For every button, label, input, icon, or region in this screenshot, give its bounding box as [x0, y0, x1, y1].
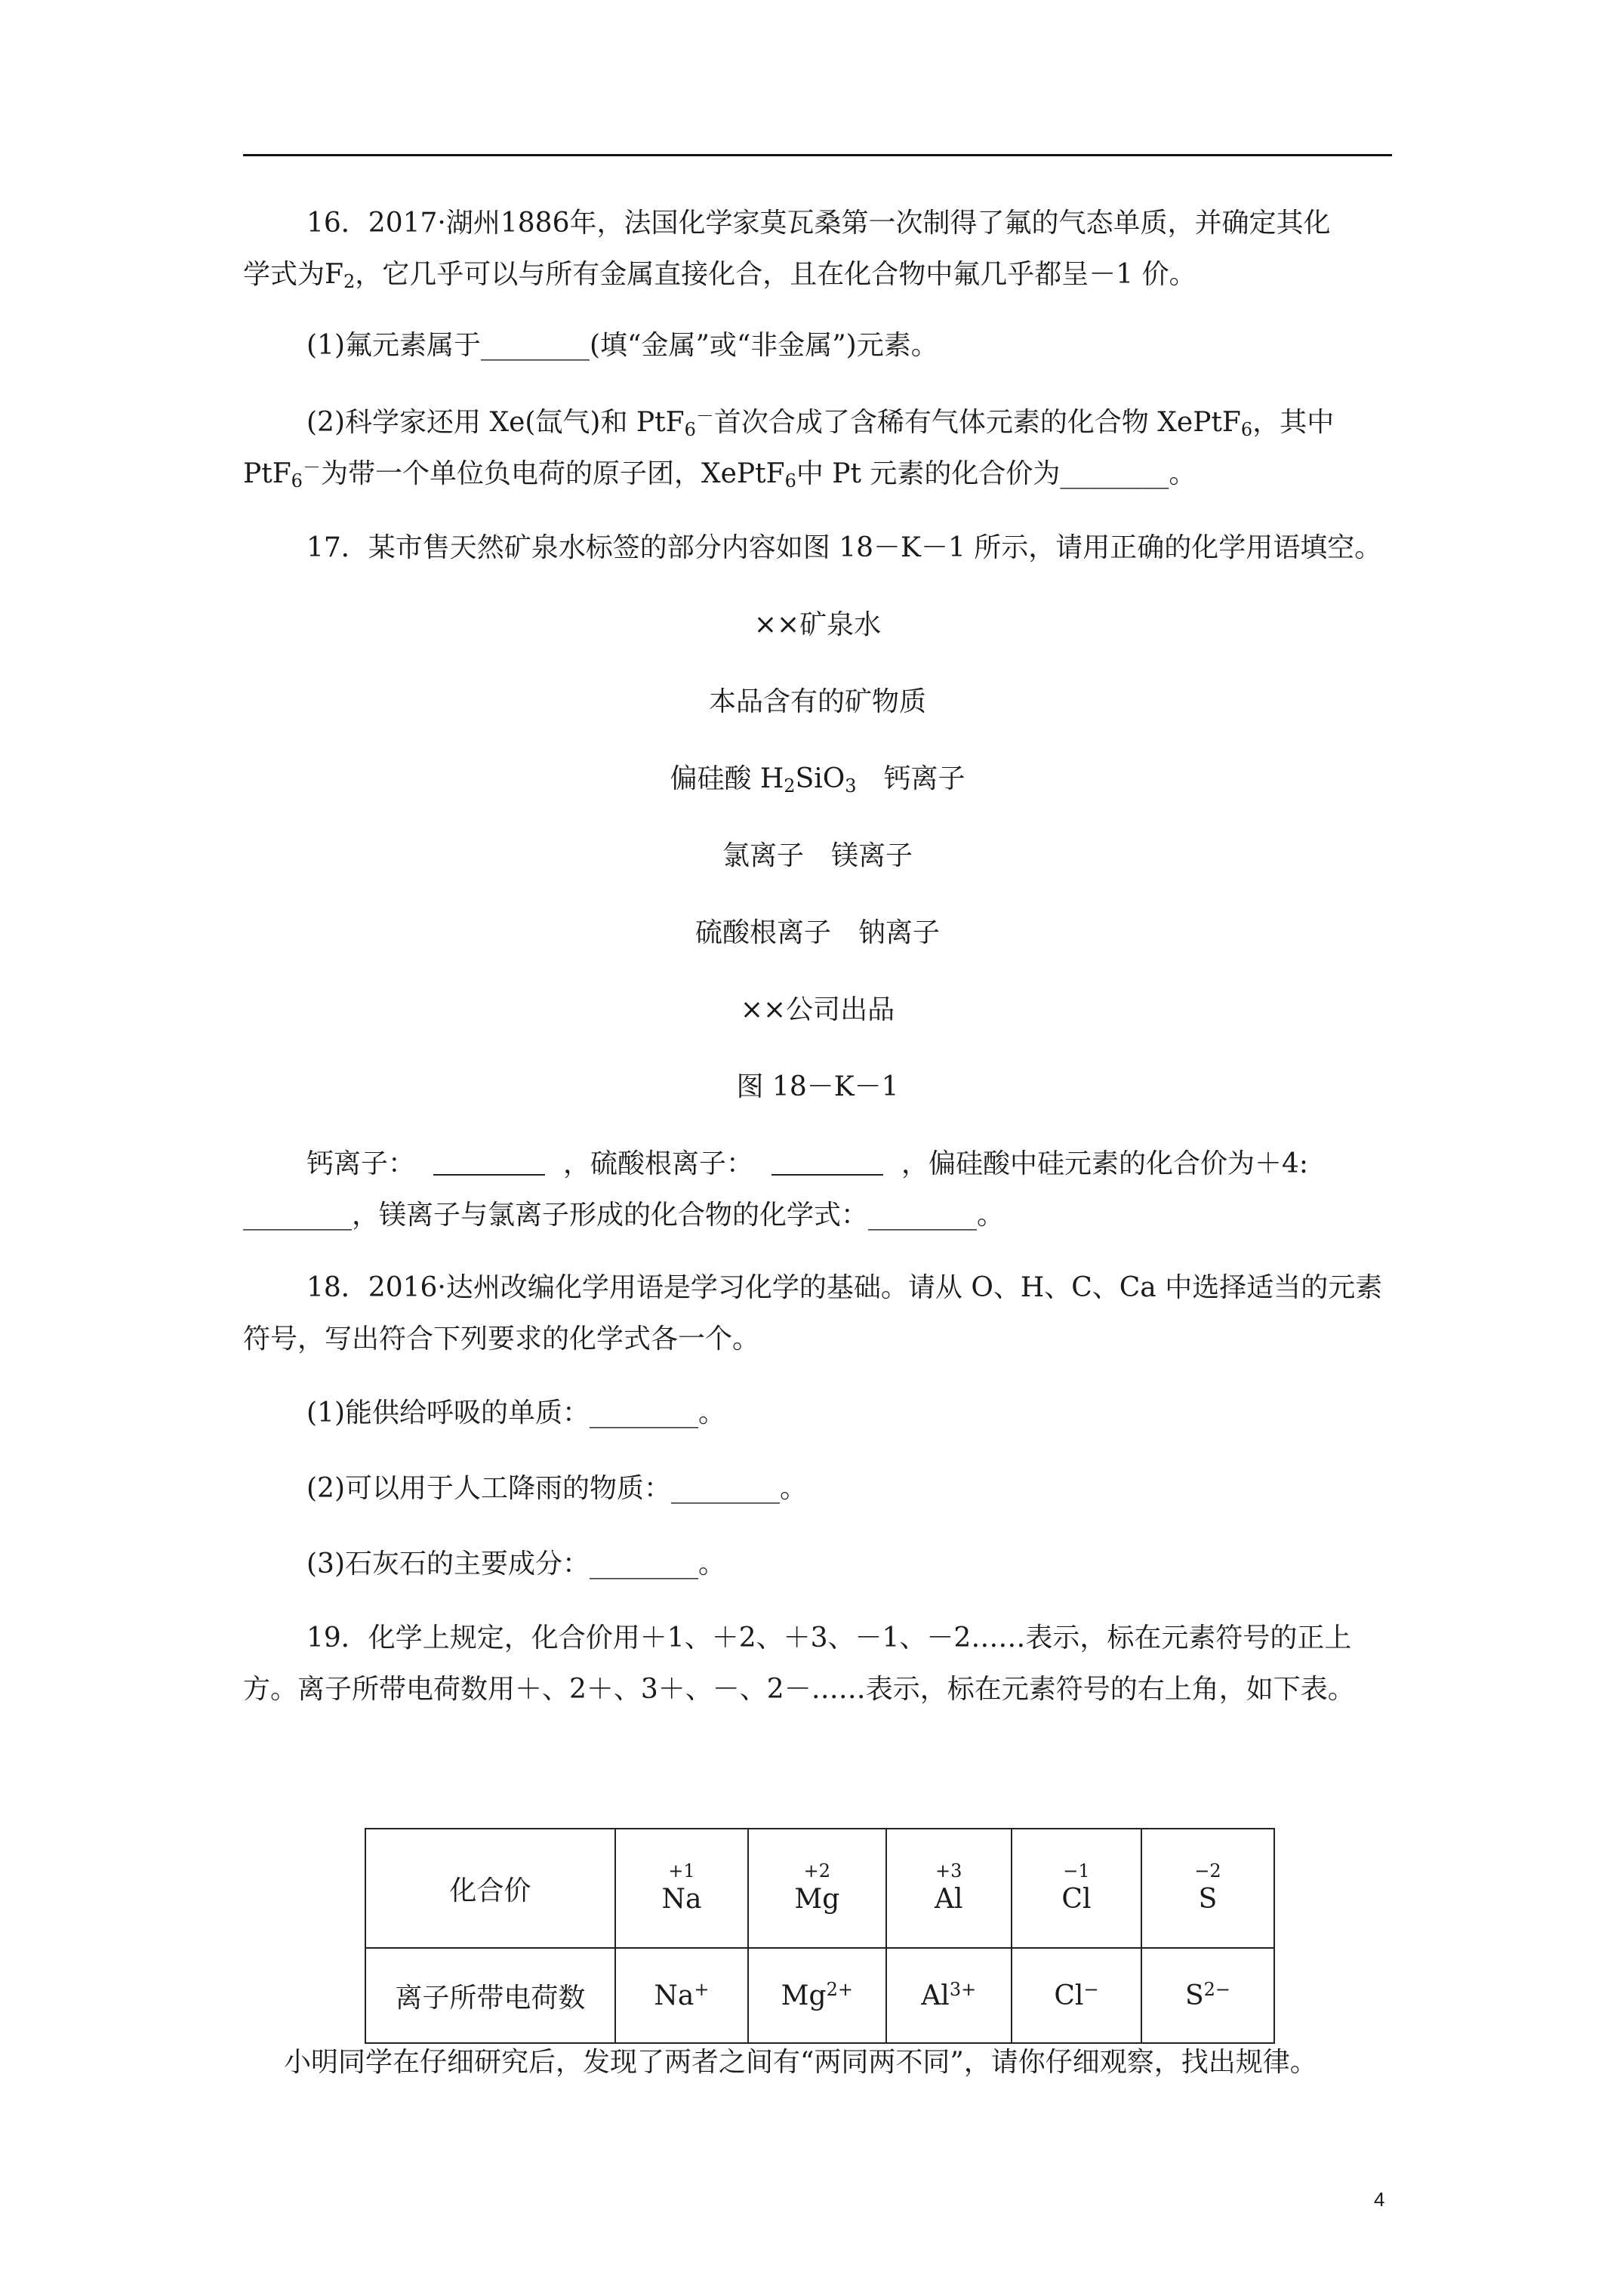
q16-line1: 16．2017·湖州1886年，法国化学家莫瓦桑第一次制得了氟的气态单质，并确定其化: [306, 208, 1331, 239]
table-cell: −2 S: [1141, 1829, 1274, 1948]
row-header-ion-charge: 离子所带电荷数: [365, 1948, 615, 2043]
q18-part1: (1)能供给呼吸的单质：________。: [306, 1398, 725, 1428]
label-row2: 氯离子 镁离子: [722, 840, 913, 871]
table-cell: $Al^{3+}$: [886, 1948, 1012, 2043]
q16-part2-line2: PtF$_6$－为带一个单位负电荷的原子团，XePtF$_6$中 Pt 元素的化合价为________。: [243, 457, 1196, 492]
q17-line1: 17．某市售天然矿泉水标签的部分内容如图 18－K－1 所示，请用正确的化学用语填空。: [306, 532, 1382, 563]
q16-line2: 学式为$F_2$，它几乎可以与所有金属直接化合，且在化合物中氟几乎都呈－1 价。: [243, 259, 1196, 292]
table-cell: −1 Cl: [1012, 1829, 1141, 1948]
table-cell: Cl−: [1012, 1948, 1141, 2043]
q17-answer-line1: 钙离子： ，硫酸根离子： ，偏硅酸中硅元素的化合价为＋4:: [306, 1148, 1309, 1179]
label-title: ××矿泉水: [753, 609, 882, 640]
label-row1: 偏硅酸 $H_2SiO_3$ 钙离子: [670, 763, 965, 797]
table-cell: Na+: [615, 1948, 748, 2043]
table-row: [365, 1948, 1274, 2043]
q19-line2: 方。离子所带电荷数用＋、2＋、3＋、－、2－……表示，标在元素符号的右上角，如下表。: [243, 1674, 1355, 1705]
table-cell: +2 Mg: [748, 1829, 886, 1948]
table-cell: $S^{2-}$: [1141, 1948, 1274, 2043]
label-row3: 硫酸根离子 钠离子: [694, 917, 940, 948]
sulfate-ion-blank[interactable]: [771, 1148, 883, 1176]
q18-part3: (3)石灰石的主要成分：________。: [306, 1549, 725, 1579]
label-maker: ××公司出品: [740, 994, 895, 1025]
table-cell: +1 Na: [615, 1829, 748, 1948]
valence-table: [365, 1828, 1275, 2044]
figure-caption: 图 18－K－1: [736, 1071, 899, 1102]
table-row: [365, 1829, 1274, 1948]
q19-after-table: 小明同学在仔细研究后，发现了两者之间有“两同两不同”，请你仔细观察，找出规律。: [284, 2047, 1317, 2078]
header-rule: [243, 154, 1392, 156]
q18-line1: 18．2016·达州改编化学用语是学习化学的基础。请从 O、H、C、Ca 中选择适当的元素: [306, 1272, 1383, 1303]
table-cell: $Mg^{2+}$: [748, 1948, 886, 2043]
q19-line1: 19．化学上规定，化合价用＋1、＋2、＋3、－1、－2……表示，标在元素符号的正上: [306, 1623, 1352, 1653]
q18-part2: (2)可以用于人工降雨的物质：________。: [306, 1473, 807, 1504]
q16-part1: (1)氟元素属于________(填“金属”或“非金属”)元素。: [306, 330, 938, 361]
page-number: 4: [1374, 2188, 1385, 2211]
q16-part2-line1: (2)科学家还用 Xe(氙气)和 PtF$_6$－首次合成了含稀有气体元素的化合物 XePtF$_6$，其中: [306, 405, 1335, 440]
calcium-ion-blank[interactable]: [433, 1148, 545, 1176]
q17-answer-line2: ________，镁离子与氯离子形成的化合物的化学式：________。: [243, 1200, 1005, 1231]
q18-line2: 符号，写出符合下列要求的化学式各一个。: [243, 1324, 760, 1354]
table-cell: +3 Al: [886, 1829, 1012, 1948]
row-header-valence: 化合价: [365, 1829, 615, 1948]
label-subtitle: 本品含有的矿物质: [708, 686, 926, 717]
